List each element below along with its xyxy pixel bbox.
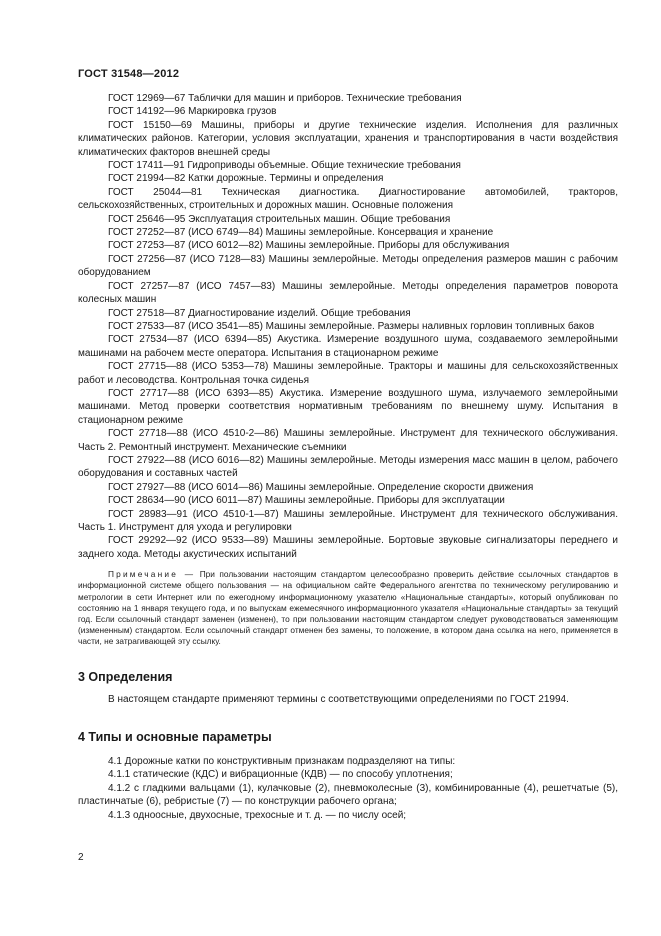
page-content <box>78 92 618 822</box>
reference-item: ГОСТ 14192—96 Маркировка грузов <box>108 106 277 118</box>
reference-item: ГОСТ 27922—88 (ИСО 6016—82) Машины землеройные. Методы измерения масс машин в целом, рабочего оборудования и составных частей <box>78 454 618 480</box>
references-note <box>78 569 618 647</box>
note-text: При пользовании настоящим стандартом целесообразно проверить действие ссылочных стандартов в информационной системе общего пользования — на официальном сайте Федерального агентства по техническому регулированию и метрологии в сети Интернет или по ежегодному информационному указателю «Национальные стандарты», который опубликован по состоянию на 1 января текущего года, и по выпускам ежемесячного информационного указателя «Национальные стандарты» за текущий год. Если ссылочный стандарт заменен (изменен), то при пользовании настоящим стандартом следует руководствоваться заменяющим (измененным) стандартом. Если ссылочный стандарт отменен без замены, то положение, в котором дана ссылка на него, применяется в части, не затрагивающей эту ссылку. <box>78 569 619 647</box>
reference-item: ГОСТ 12969—67 Таблички для машин и приборов. Технические требования <box>108 93 462 104</box>
normative-references-list <box>78 92 618 561</box>
reference-item: ГОСТ 27253—87 (ИСО 6012—82) Машины землеройные. Приборы для обслуживания <box>108 240 510 252</box>
reference-item: ГОСТ 27718—88 (ИСО 4510-2—86) Машины землеройные. Инструмент для технического обслуживания. Часть 2. Ремонтный инструмент. Механические съемники <box>78 428 618 453</box>
note-label: Примечание — <box>108 569 196 580</box>
reference-item: ГОСТ 28634—90 (ИСО 6011—87) Машины землеройные. Приборы для эксплуатации <box>108 495 505 507</box>
reference-item: ГОСТ 27715—88 (ИСО 5353—78) Машины землеройные. Тракторы и машины для сельскохозяйственных работ и лесоводства. Контрольная точка сиденья <box>78 361 618 386</box>
reference-item: ГОСТ 27533—87 (ИСО 3541—85) Машины землеройные. Размеры наливных горловин топливных баков <box>108 320 595 332</box>
reference-item: ГОСТ 29292—92 (ИСО 9533—89) Машины землеройные. Бортовые звуковые сигнализаторы переднего и заднего хода. Методы акустических испытаний <box>78 535 618 560</box>
section-4-title: 4 Типы и основные параметры <box>78 730 272 745</box>
reference-item: ГОСТ 25646—95 Эксплуатация строительных машин. Общие требования <box>108 213 451 225</box>
reference-item: ГОСТ 27534—87 (ИСО 6394—85) Акустика. Измерение воздушного шума, создаваемого землеройными машинами на рабочем месте оператора. Испытания в стационарном режиме <box>78 334 618 359</box>
reference-item: ГОСТ 27252—87 (ИСО 6749—84) Машины землеройные. Консервация и хранение <box>108 227 494 239</box>
section-3-text: В настоящем стандарте применяют термины с соответствующими определениями по ГОСТ 21994. <box>108 693 569 705</box>
section-3-title: 3 Определения <box>78 669 173 684</box>
section-4-paragraph: 4.1.2 с гладкими вальцами (1), кулачковые (2), пневмоколесные (3), комбинированные (4), решетчатые (5), пластинчатые (6), ребристые (7) — по конструкции рабочего органа; <box>78 782 618 808</box>
section-4-paragraph: 4.1.1 статические (КДС) и вибрационные (КДВ) — по способу уплотнения; <box>108 769 453 781</box>
reference-item: ГОСТ 25044—81 Техническая диагностика. Диагностирование автомобилей, тракторов, сельскохозяйственных, строительных и дорожных машин. Основные положения <box>78 186 618 212</box>
document-header: ГОСТ 31548—2012 <box>78 68 180 80</box>
reference-item: ГОСТ 27717—88 (ИСО 6393—85) Акустика. Измерение воздушного шума, излучаемого землеройными машинами. Метод проверки соответствия нормативным требованиям по внешнему шуму. Испытания в стационарном режиме <box>78 387 618 426</box>
section-4-paragraph: 4.1 Дорожные катки по конструктивным признакам подразделяют на типы: <box>108 756 456 768</box>
section-4-body <box>78 755 618 822</box>
page-number: 2 <box>78 852 84 863</box>
reference-item: ГОСТ 27257—87 (ИСО 7457—83) Машины землеройные. Методы определения параметров поворота колесных машин <box>78 280 618 306</box>
reference-item: ГОСТ 28983—91 (ИСО 4510-1—87) Машины землеройные. Инструмент для технического обслуживания. Часть 1. Инструмент для ухода и регулировки <box>78 508 618 533</box>
reference-item: ГОСТ 15150—69 Машины, приборы и другие технические изделия. Исполнения для различных климатических районов. Категории, условия эксплуатации, хранения и транспортирования в части воздействия климатических факторов внешней среды <box>78 119 618 158</box>
reference-item: ГОСТ 27256—87 (ИСО 7128—83) Машины землеройные. Методы определения размеров машин с рабочим оборудованием <box>78 253 618 279</box>
reference-item: ГОСТ 27927—88 (ИСО 6014—86) Машины землеройные. Определение скорости движения <box>108 481 534 493</box>
reference-item: ГОСТ 21994—82 Катки дорожные. Термины и определения <box>108 173 384 185</box>
reference-item: ГОСТ 27518—87 Диагностирование изделий. Общие требования <box>108 307 411 319</box>
reference-item: ГОСТ 17411—91 Гидроприводы объемные. Общие технические требования <box>108 160 461 172</box>
section-4-paragraph: 4.1.3 одноосные, двухосные, трехосные и т. д. — по числу осей; <box>108 809 407 821</box>
